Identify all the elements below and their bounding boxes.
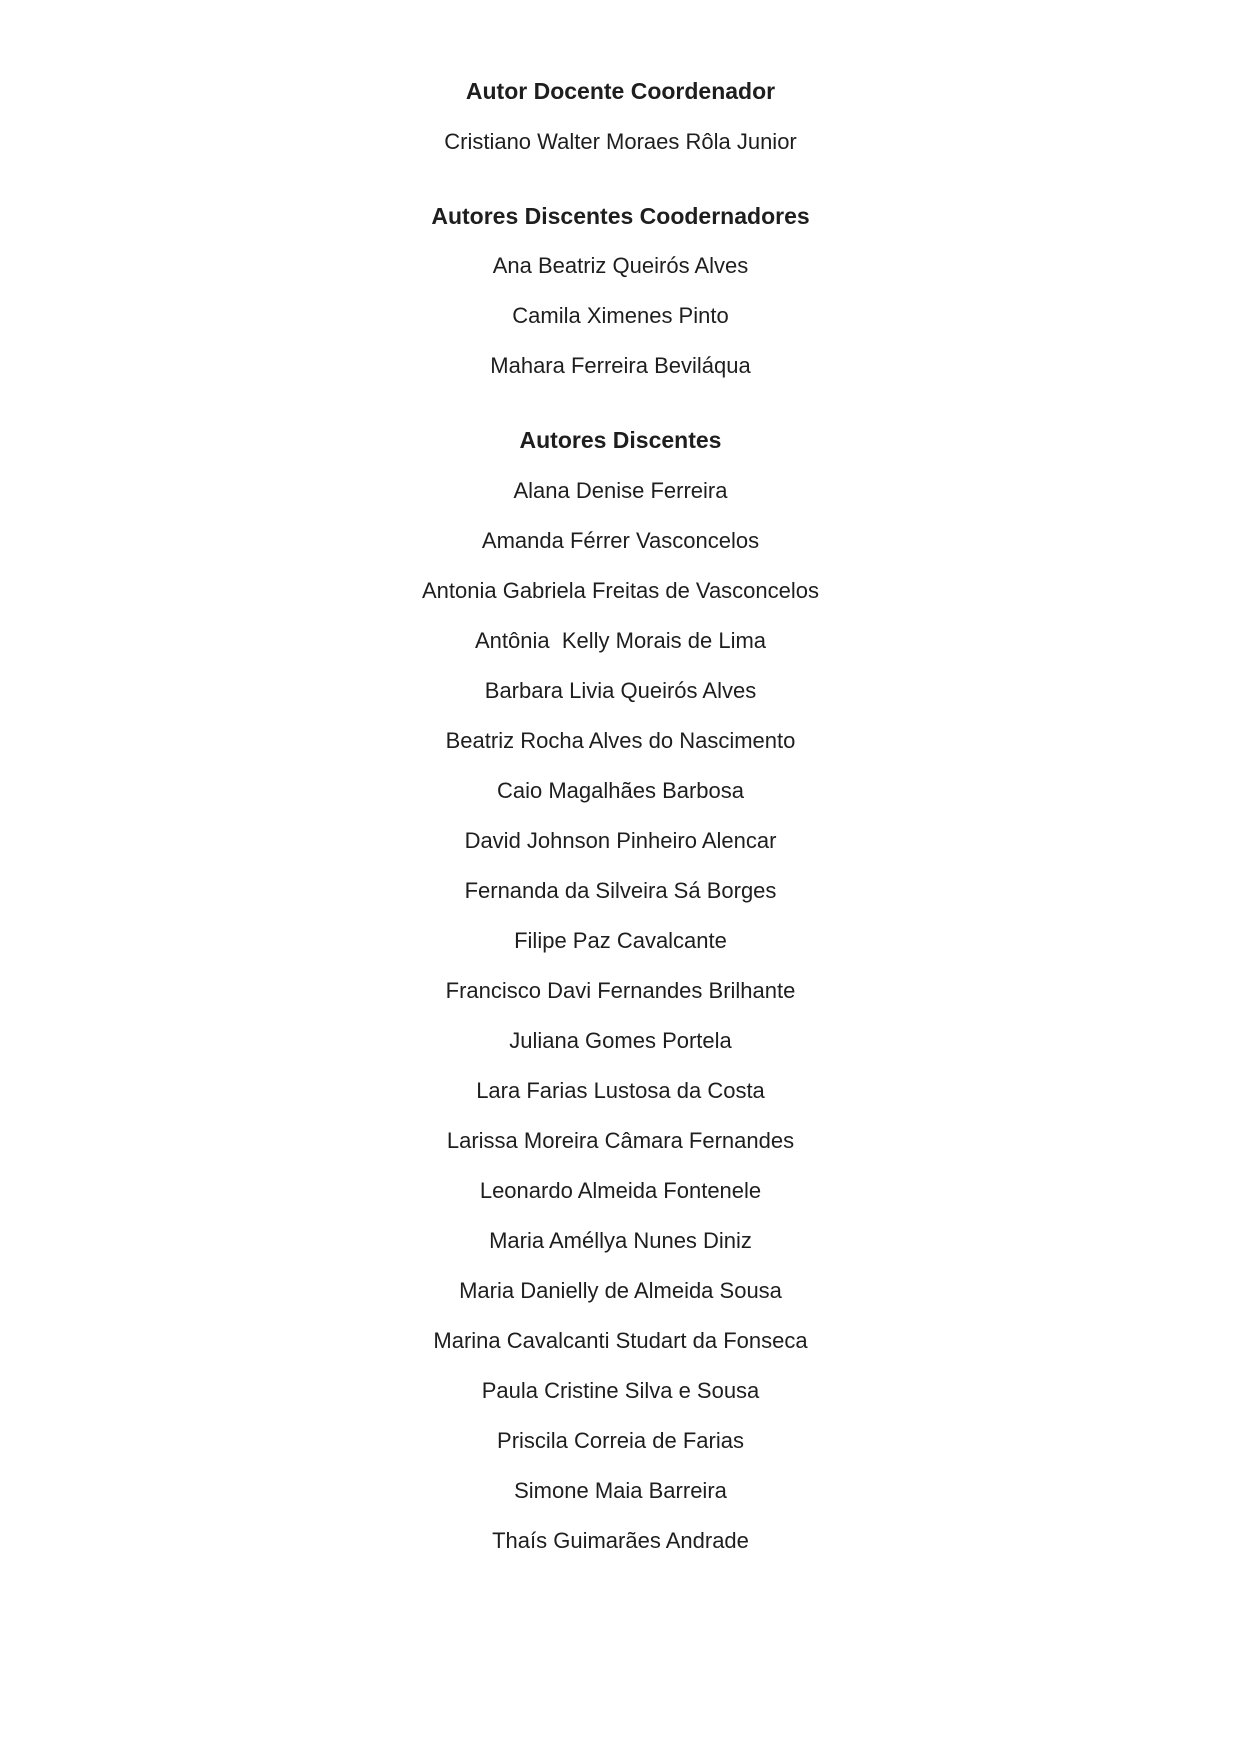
student-name: Maria Améllya Nunes Diniz <box>489 1228 752 1253</box>
student-name: David Johnson Pinheiro Alencar <box>464 828 777 853</box>
student-name: Priscila Correia de Farias <box>497 1428 744 1453</box>
student-name: Paula Cristine Silva e Sousa <box>481 1378 760 1403</box>
student-name: Larissa Moreira Câmara Fernandes <box>446 1128 795 1153</box>
student-name: Juliana Gomes Portela <box>509 1028 732 1053</box>
student-name: Thaís Guimarães Andrade <box>492 1528 749 1553</box>
student-name: Barbara Livia Queirós Alves <box>484 678 757 703</box>
student-name: Fernanda da Silveira Sá Borges <box>464 878 777 903</box>
student-coordinator-name: Camila Ximenes Pinto <box>512 303 729 328</box>
student-name: Alana Denise Ferreira <box>513 478 728 503</box>
student-name: Francisco Davi Fernandes Brilhante <box>445 978 796 1003</box>
section-heading-student-coordinators: Autores Discentes Coodernadores <box>431 203 810 229</box>
student-name: Antonia Gabriela Freitas de Vasconcelos <box>421 578 820 603</box>
student-name: Leonardo Almeida Fontenele <box>479 1178 762 1203</box>
coordinator-name: Cristiano Walter Moraes Rôla Junior <box>444 129 797 154</box>
student-coordinator-name: Mahara Ferreira Beviláqua <box>490 353 751 378</box>
student-name: Marina Cavalcanti Studart da Fonseca <box>433 1328 808 1353</box>
student-name: Antônia Kelly Morais de Lima <box>474 628 767 653</box>
section-heading-students: Autores Discentes <box>519 427 722 453</box>
student-name: Maria Danielly de Almeida Sousa <box>459 1278 782 1303</box>
student-name: Simone Maia Barreira <box>514 1478 727 1503</box>
section-heading-coordinator: Autor Docente Coordenador <box>465 78 776 104</box>
student-name: Lara Farias Lustosa da Costa <box>476 1078 765 1103</box>
student-name: Beatriz Rocha Alves do Nascimento <box>445 728 796 753</box>
student-coordinator-name: Ana Beatriz Queirós Alves <box>492 253 749 278</box>
student-name: Caio Magalhães Barbosa <box>496 778 745 803</box>
student-name: Amanda Férrer Vasconcelos <box>481 528 760 553</box>
student-name: Filipe Paz Cavalcante <box>514 928 727 953</box>
